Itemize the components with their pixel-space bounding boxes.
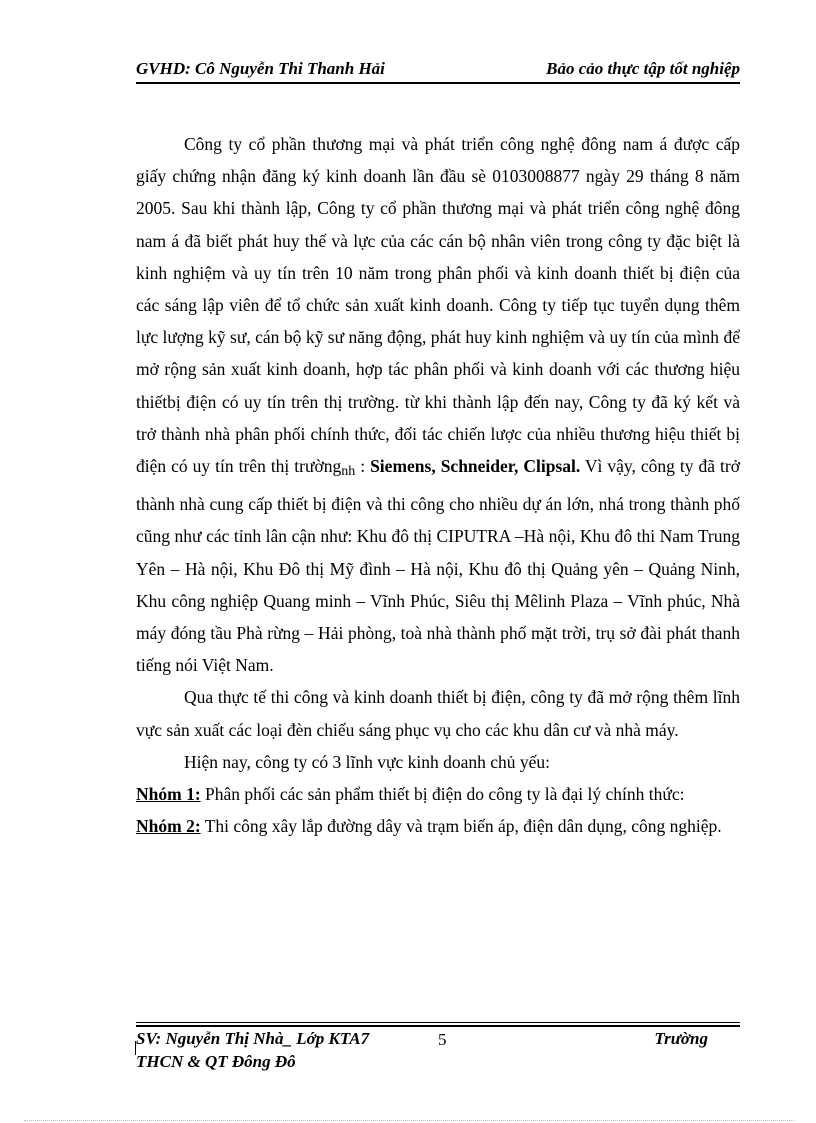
small-text: nh [341,464,356,480]
paragraph-expansion: Qua thực tế thi công và kinh doanh thiết bị điện, công ty đã mở rộng thêm lĩnh vực sản xuất các loại đèn chiếu sáng phục vụ cho các khu dân cư và nhà máy. [136,687,740,740]
brand-list: Siemens, Schneider, Clipsal. [370,456,581,477]
page-number: 5 [438,1030,447,1049]
group-text: Thi công xây lắp đường dây và trạm biến áp, điện dân dụng, công nghiệp. [200,816,722,837]
document-body [136,128,740,842]
page-footer [136,1027,740,1073]
group-text: Phân phối các sản phẩm thiết bị điện do công ty là đại lý chính thức: [200,784,685,805]
page-boundary [24,1120,794,1121]
separator-text: : [355,456,371,477]
header-advisor: GVHD: Cô Nguyễn Thi Thanh Hải [136,59,385,78]
business-group-2 [136,810,740,842]
paragraph-text-rest: Vì vậy, công ty đã trở thành nhà cung cấp thiết bị điện và thi công cho nhiều dự án lớn, nhá trong thành phố cũng như các tỉnh lân cận như: Khu đô thị CIPUTRA –Hà nội, Khu đô thi Nam Trung Yên – Hà nội, Khu Đô thị Mỹ đình – Hà nội, Khu đô thị Quảng yên – Quảng Ninh, Khu công nghiệp Quang minh – Vĩnh Phúc, Siêu thị Mêlinh Plaza – Vĩnh phúc, Nhà máy đóng tầu Phà rừng – Hải phòng, toà nhà thành phố mặt trời, trụ sở đài phát thanh tiếng nói Việt Nam. [136,456,740,676]
footer-rule-top [136,1022,740,1023]
footer-student: SV: Nguyễn Thị Nhà_ Lớp KTA7 [136,1029,370,1048]
header-rule [136,82,740,84]
footer-school-name: THCN & QT Đông Đô [136,1052,296,1071]
group-label: Nhóm 2: [136,816,201,837]
paragraph-business-areas: Hiện nay, công ty có 3 lĩnh vực kinh doanh chủ yếu: [184,751,551,772]
business-group-1 [136,778,740,810]
page-header [136,57,740,83]
group-label: Nhóm 1: [136,784,201,805]
paragraph-company-intro [136,128,740,681]
paragraph-text: Công ty cổ phần thương mại và phát triển công nghệ đông nam á được cấp giấy chứng nhận đăng ký kinh doanh lần đầu sè 0103008877 ngày 29 tháng 8 năm 2005. Sau khi thành lập, Công ty cổ phần thương mại và phát triển công nghệ đông nam á đã biết phát huy thế và lực của các cán bộ nhân viên trong công ty đặc biệt là kinh nghiệm và uy tín trên 10 năm trong phân phối và kinh doanh thiết bị điện của các sáng lập viên để tổ chức sản xuất kinh doanh. Công ty tiếp tục tuyển dụng thêm lực lượng kỹ sư, cán bộ kỹ sư năng động, phát huy kinh nghiệm và uy tín của mình để mở rộng sản xuất kinh doanh, hợp tác phân phối và kinh doanh với các thương hiệu thiếtbị điện có uy tín trên thị trường. từ khi thành lập đến nay, Công ty đã ký kết và trở thành nhà phân phối chính thức, đối tác chiến lược của nhiều thương hiệu thiết bị điện có uy tín trên thị trường [136,134,740,477]
header-report-title: Bảo cảo thực tập tốt nghiệp [546,59,740,78]
footer-school: Trường [654,1029,708,1048]
